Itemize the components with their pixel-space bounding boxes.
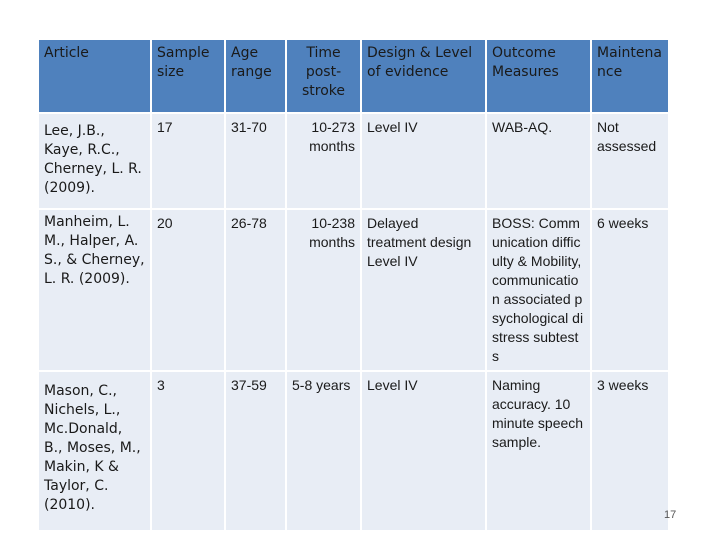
cell-article: Mason, C., Nichels, L., Mc.Donald, B., Moses, M., Makin, K & Taylor, C. (2010).	[39, 372, 150, 530]
cell-sample-size: 20	[152, 210, 224, 370]
table-row	[39, 372, 668, 530]
cell-time-post-stroke: 5-8 years	[287, 372, 360, 530]
cell-article: Manheim, L. M., Halper, A. S., & Cherney, L. R. (2009).	[39, 210, 150, 370]
cell-maintenance: Not assessed	[592, 114, 668, 208]
cell-design: Level IV	[362, 372, 485, 530]
cell-outcome: Naming accuracy. 10 minute speech sample.	[487, 372, 590, 530]
cell-sample-size: 17	[152, 114, 224, 208]
cell-design: Delayed treatment design Level IV	[362, 210, 485, 370]
header-article: Article	[39, 40, 150, 112]
cell-age-range: 31-70	[226, 114, 285, 208]
cell-age-range: 37-59	[226, 372, 285, 530]
cell-outcome: WAB-AQ.	[487, 114, 590, 208]
cell-time-post-stroke: 10-273 months	[287, 114, 360, 208]
table-row	[39, 114, 668, 208]
cell-age-range: 26-78	[226, 210, 285, 370]
evidence-table	[37, 38, 670, 532]
header-time-post-stroke: Time post-stroke	[287, 40, 360, 112]
cell-article: Lee, J.B., Kaye, R.C., Cherney, L. R. (2009).	[39, 114, 150, 208]
cell-outcome: BOSS: Communication difficulty & Mobility, communication associated psychological distress subtests	[487, 210, 590, 370]
header-maintenance: Maintenance	[592, 40, 668, 112]
header-outcome: Outcome Measures	[487, 40, 590, 112]
header-age-range: Age range	[226, 40, 285, 112]
cell-maintenance: 6 weeks	[592, 210, 668, 370]
cell-maintenance: 3 weeks	[592, 372, 668, 530]
header-sample-size: Sample size	[152, 40, 224, 112]
table-row	[39, 210, 668, 370]
cell-design: Level IV	[362, 114, 485, 208]
cell-sample-size: 3	[152, 372, 224, 530]
page-number: 17	[664, 509, 677, 521]
header-row	[39, 40, 668, 112]
header-design: Design & Level of evidence	[362, 40, 485, 112]
cell-time-post-stroke: 10-238 months	[287, 210, 360, 370]
